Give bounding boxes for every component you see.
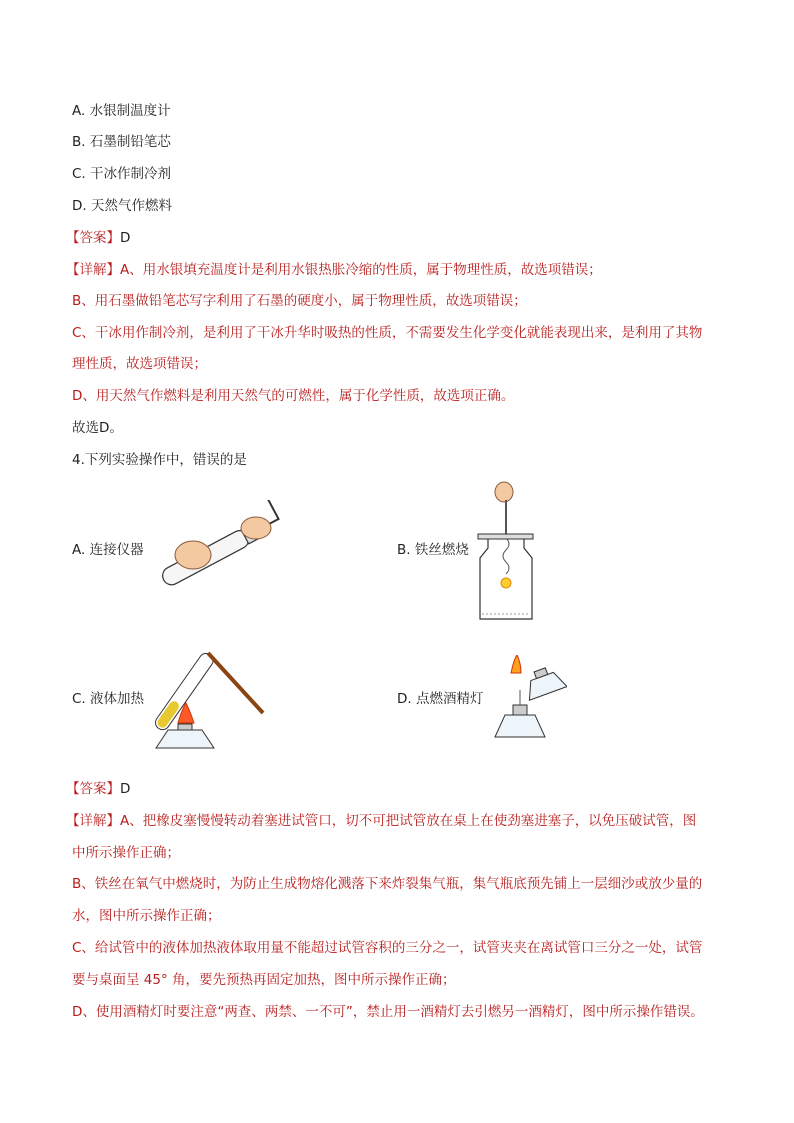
explanation-q4-line-5: C、给试管中的液体加热液体取用量不能超过试管容积的三分之一，试管夹夹在离试管口三分之一处，试管: [72, 940, 703, 956]
explanation-q4-line-4: 水，图中所示操作正确；: [72, 908, 221, 924]
figure-d-label: D. 点燃酒精灯: [397, 691, 484, 707]
explanation-q3-line-2: B、用石墨做铅笔芯写字利用了石墨的硬度小，属于物理性质，故选项错误；: [72, 293, 527, 309]
answer-value: D: [120, 781, 131, 797]
lighting-alcohol-lamp-figure: [487, 655, 567, 745]
explanation-q4-line-2: 中所示操作正确；: [72, 845, 180, 861]
explanation-q3-line-1: [66, 260, 602, 280]
iron-wire-burning-figure: [470, 478, 550, 623]
answer-label: 【答案】: [66, 230, 120, 246]
explanation-text: A、把橡皮塞慢慢转动着塞进试管口，切不可把试管放在桌上在使劲塞进塞子，以免压破试管，图: [120, 813, 697, 829]
explanation-text: A、用水银填充温度计是利用水银热胀冷缩的性质，属于物理性质，故选项错误；: [120, 262, 602, 278]
explanation-q3-line-5: D、用天然气作燃料是利用天然气的可燃性，属于化学性质，故选项正确。: [72, 388, 515, 404]
answer-q3: [66, 228, 130, 248]
answer-value: D: [120, 230, 131, 246]
option-a: A. 水银制温度计: [72, 103, 171, 119]
figure-c-label: C. 液体加热: [72, 691, 145, 707]
explanation-q4-line-3: B、铁丝在氧气中燃烧时，为防止生成物熔化溅落下来炸裂集气瓶，集气瓶底预先铺上一层细沙或放少量的: [72, 876, 703, 892]
explanation-q3-line-4: 理性质，故选项错误；: [72, 356, 207, 372]
figure-a-label: A. 连接仪器: [72, 542, 144, 558]
explanation-label: 【详解】: [66, 813, 120, 829]
explanation-label: 【详解】: [66, 262, 120, 278]
option-b: B. 石墨制铅笔芯: [72, 134, 171, 150]
explanation-q4-line-1: [66, 811, 696, 831]
explanation-q4-line-6: 要与桌面呈 45° 角，要先预热再固定加热，图中所示操作正确；: [72, 972, 456, 988]
figure-b-label: B. 铁丝燃烧: [397, 542, 469, 558]
option-c: C. 干冰作制冷剂: [72, 166, 172, 182]
explanation-q4-line-7: D、使用酒精灯时要注意“两查、两禁、一不可”，禁止用一酒精灯去引燃另一酒精灯，图中所示操作错误。: [72, 1004, 704, 1020]
connect-apparatus-figure: [148, 500, 293, 595]
explanation-q3-line-3: C、干冰用作制冷剂，是利用了干冰升华时吸热的性质，不需要发生化学变化就能表现出来，是利用了其物: [72, 325, 703, 341]
option-d: D. 天然气作燃料: [72, 198, 172, 214]
question-q4: 4.下列实验操作中，错误的是: [72, 452, 247, 468]
liquid-heating-figure: [148, 638, 268, 763]
answer-q4: [66, 779, 130, 799]
conclusion-q3: 故选D。: [72, 420, 123, 436]
answer-label: 【答案】: [66, 781, 120, 797]
